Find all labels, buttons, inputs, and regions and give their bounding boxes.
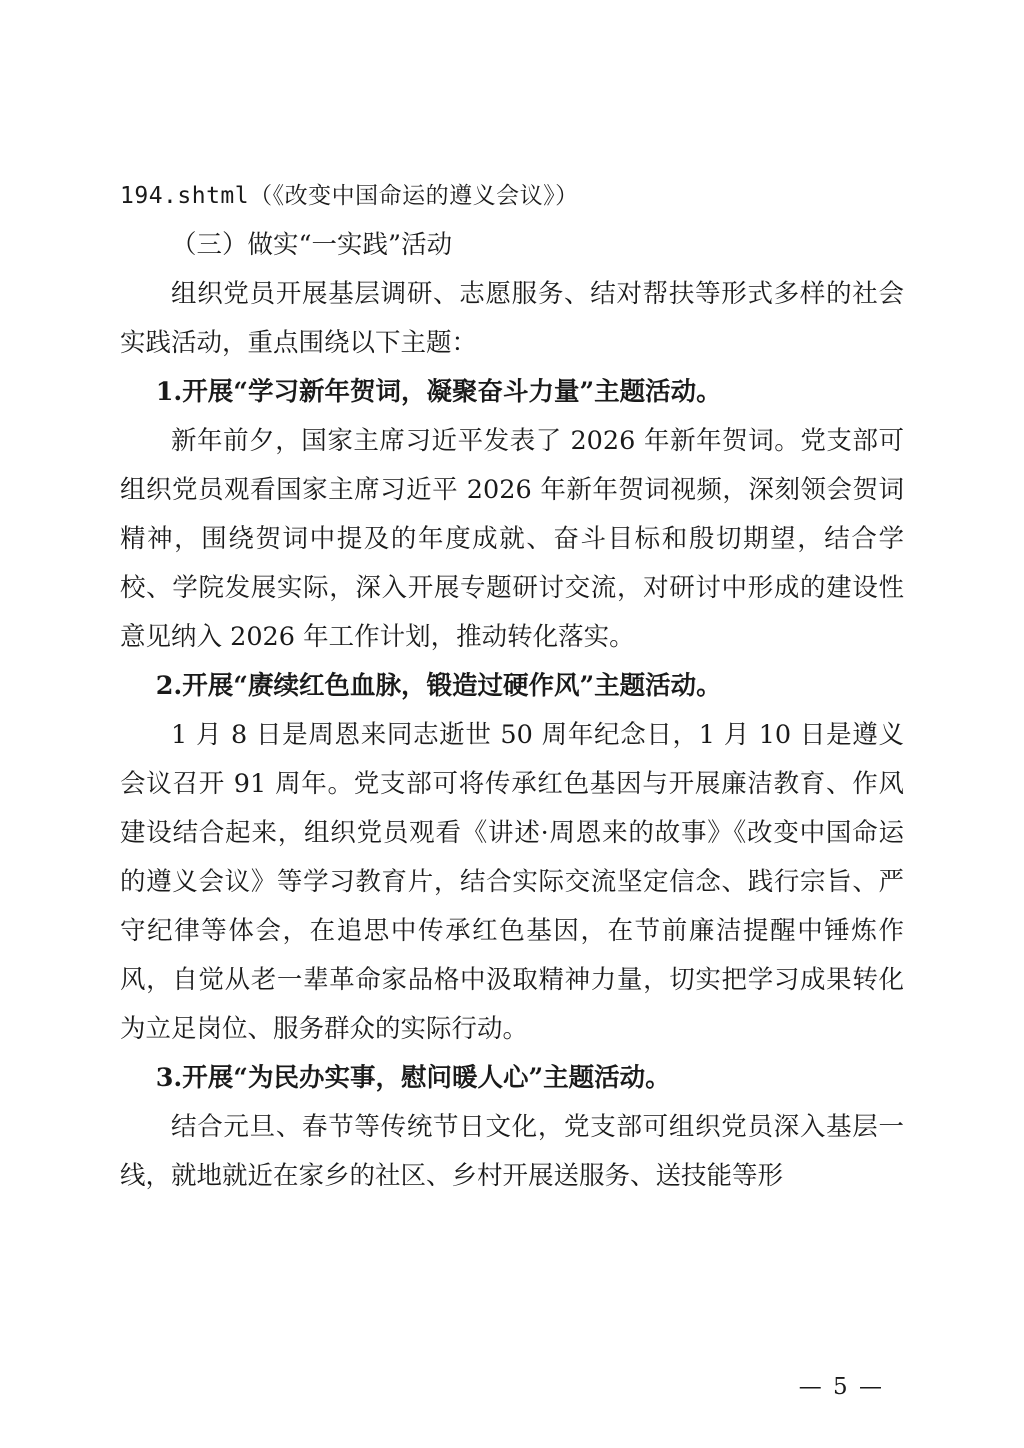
heading-item-2: 2.开展“赓续红色血脉，锻造过硬作风”主题活动。 <box>155 671 722 701</box>
document-body <box>120 172 904 1201</box>
paragraph-item-3-body: 结合元旦、春节等传统节日文化，党支部可组织党员深入基层一线，就地就近在家乡的社区、乡村开展送服务、送技能等形 <box>120 1112 904 1191</box>
heading-item-3: 3.开展“为民办实事，慰问暖人心”主题活动。 <box>155 1063 671 1093</box>
paragraph-item-2-body: 1 月 8 日是周恩来同志逝世 50 周年纪念日，1 月 10 日是遵义会议召开 91 周年。党支部可将传承红色基因与开展廉洁教育、作风建设结合起来，组织党员观看《讲述·周恩来的故事》《改变中国命运的遵义会议》等学习教育片，结合实际交流坚定信念、践行宗旨、严守纪律等体会，在追思中传承红色基因，在节前廉洁提醒中锤炼作风，自觉从老一辈革命家品格中汲取精神力量，切实把学习成果转化为立足岗位、服务群众的实际行动。 <box>120 720 904 1044</box>
page-footer: — 5 — <box>798 1374 884 1400</box>
paragraph-section-intro: 组织党员开展基层调研、志愿服务、结对帮扶等形式多样的社会实践活动，重点围绕以下主题： <box>120 279 904 358</box>
paragraph-item-1-body: 新年前夕，国家主席习近平发表了 2026 年新年贺词。党支部可组织党员观看国家主席习近平 2026 年新年贺词视频，深刻领会贺词精神，围绕贺词中提及的年度成就、奋斗目标和殷切期望，结合学校、学院发展实际，深入开展专题研讨交流，对研讨中形成的建设性意见纳入 2026 年工作计划，推动转化落实。 <box>120 426 904 652</box>
paragraph-section-heading: （三）做实“一实践”活动 <box>171 230 453 260</box>
heading-item-1: 1.开展“学习新年贺词，凝聚奋斗力量”主题活动。 <box>155 377 722 407</box>
paragraph-url-line: 194.shtml（《改变中国命运的遵义会议》） <box>120 183 579 209</box>
